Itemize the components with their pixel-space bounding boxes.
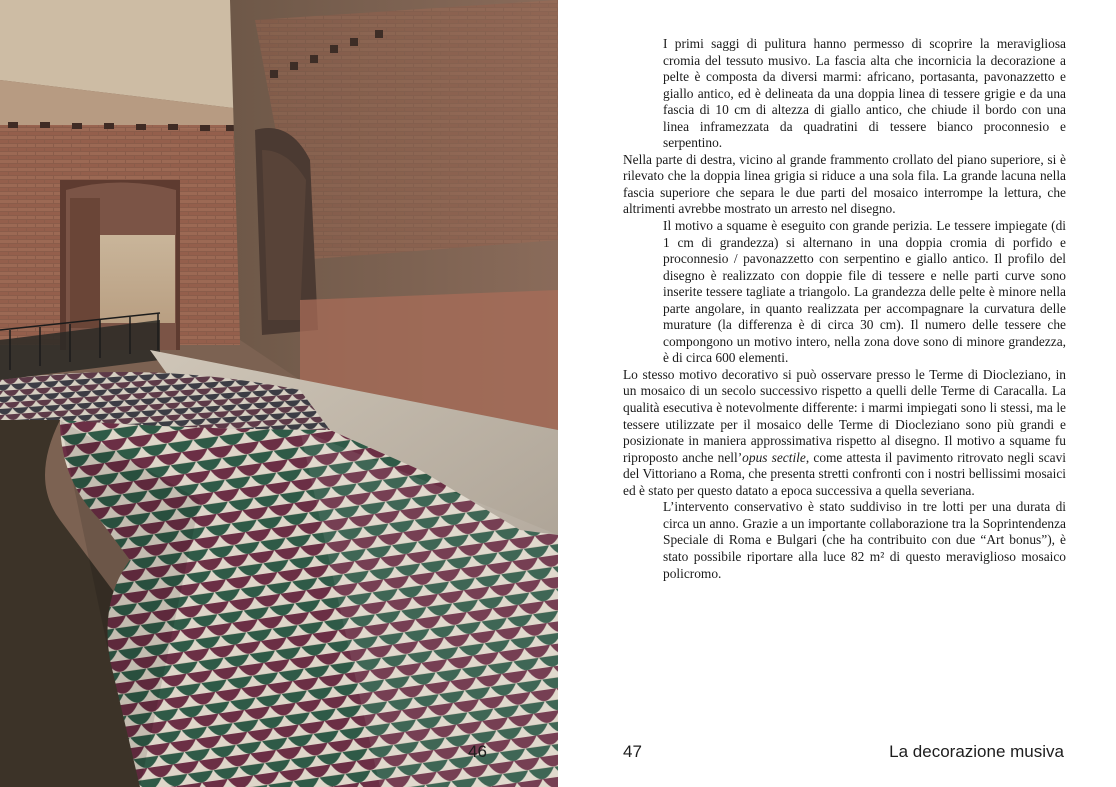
running-head: La decorazione musiva [889, 742, 1064, 761]
paragraph-5 [623, 499, 1066, 582]
italic-term: opus sectile [742, 449, 806, 465]
paragraph-4 [623, 367, 1066, 499]
text-run: Il motivo a squame è eseguito con grande perizia. Le tessere impiegate (di 1 cm di grandezza) si alternano in una doppia cromia di porfido e proconnesio / pavonazzetto con serpentino e giallo antico. Il profilo del disegno è realizzato con doppie file di tessere e nelle parti curve sono inserite tessere tagliate a triangolo. La grandezza delle pelte è minore nella parte angolare, in quanto realizzata per accompagnare la curvatura delle murature (la differenza è di circa 30 cm). Il numero delle tessere che compongono un motivo intero, nella zona dove sono di minore grandezza, è di circa 600 elementi. [663, 218, 1066, 366]
text-run: Nella parte di destra, vicino al grande frammento crollato del piano superiore, si è rilevato che la doppia linea grigia si riduce a una sola fila. La grande lacuna nella fascia superiore che separa le due parti del mosaico interrompe la lettura, che altrimenti avrebbe mostrato un arresto nel disegno. [623, 151, 1066, 217]
paragraph-1 [623, 36, 1066, 152]
right-page [558, 0, 1116, 787]
text-run: L’intervento conservativo è stato suddiviso in tre lotti per una durata di circa un anno. Grazie a un importante collaborazione tra la Soprintendenza Speciale di Roma e Bulgari (che ha contribuito con due “Art bonus”), è stato possibile riportare alla luce 82 m² di questo meraviglioso mosaico policromo. [663, 499, 1066, 581]
text-run: , come attesta il pavimento ritrovato negli scavi del Vittoriano a Roma, che presenta stretti confronti con i nostri bellissimi mosaici ed è stato per questo datato a epoca successiva a quella severiana. [623, 449, 1066, 498]
page-number-right: 47 [623, 742, 642, 761]
paragraph-3 [623, 218, 1066, 367]
body-text [623, 36, 1066, 582]
text-run: I primi saggi di pulitura hanno permesso di scoprire la meravigliosa cromia del tessuto musivo. La fascia alta che incornicia la decorazione a pelte è composta da diversi marmi: africano, portasanta, pavonazzetto e giallo antico, ed è delineata da una doppia linea di tessere grigie e da una fascia di 10 cm di altezza di giallo antico, che chiude il bordo con una linea inframezzata da quadratini di tessere bianco proconnesio e serpentino. [663, 36, 1066, 151]
paragraph-2 [623, 152, 1066, 218]
page-number-left: 46 [468, 742, 487, 761]
text-run: Lo stesso motivo decorativo si può osservare presso le Terme di Diocleziano, in un mosaico di un secolo successivo rispetto a quelli delle Terme di Caracalla. La qualità esecutiva è notevolmente differente: i marmi impiegati sono li stessi, ma le tessere utilizzate per il mosaico delle Terme di Diocleziano sono più grandi e posizionate in maniera approssimativa rispetto al disegno. Il motivo a squame fu riproposto anche nell’ [623, 366, 1066, 465]
